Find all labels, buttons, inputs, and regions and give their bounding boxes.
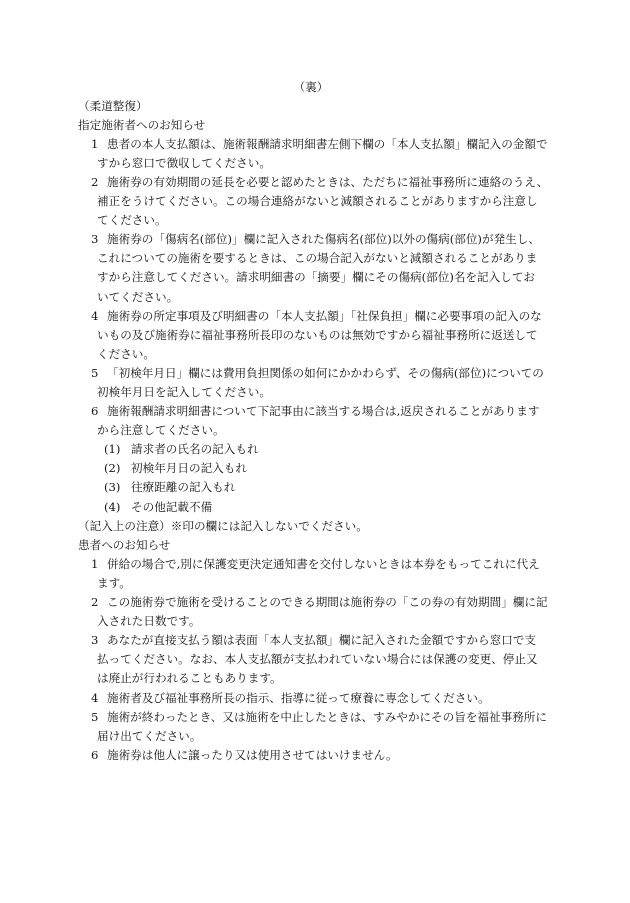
item-text-line: これについての施術を要するときは、この場合記入がないと減額されることがありま (97, 251, 538, 266)
practitioner-item-4 (0, 307, 630, 326)
item-number: 3 (91, 232, 99, 247)
item-number: 4 (91, 690, 99, 705)
item-number: 6 (91, 404, 99, 419)
item-text-line: すから窓口で徴収してください。 (97, 155, 271, 170)
patient-item-5 (0, 708, 630, 727)
entry-note: （記入上の注意）※印の欄には記入しないでください。 (78, 518, 368, 533)
sub-item-1 (0, 440, 630, 459)
item-number: 3 (91, 633, 99, 648)
practitioner-item-5 (0, 364, 630, 383)
item-text-line: いてください。 (97, 289, 179, 304)
item-text-line: すから注意してください。請求明細書の「摘要」欄にその傷病(部位)名を記入してお (97, 270, 536, 285)
patient-item-1 (0, 555, 630, 574)
sub-item-2 (0, 459, 630, 478)
item-number: 5 (91, 709, 99, 724)
item-text-line: 施術が終わったとき、又は施術を中止したときは、すみやかにその旨を福祉事務所に (107, 709, 547, 724)
sub-item-number: (2) (104, 461, 121, 476)
item-number: 4 (91, 308, 99, 323)
item-text-line: 患者の本人支払額は、施術報酬請求明細書左側下欄の「本人支払額」欄記入の金額で (107, 136, 548, 151)
sub-item-4 (0, 498, 630, 517)
patient-item-4 (0, 689, 630, 708)
practitioner-notice-heading: 指定施術者へのお知らせ (78, 117, 206, 132)
patient-item-3 (0, 631, 630, 650)
side-label: （裏） (293, 79, 329, 94)
item-text-line: 払ってください。なお、本人支払額が支払われていない場合には保護の変更、停止又 (97, 652, 538, 667)
item-text-line: 併給の場合で,別に保護変更決定通知書を交付しないときは本券をもってこれに代え (107, 556, 540, 571)
sub-item-text: 請求者の氏名の記入もれ (131, 442, 259, 457)
item-text-line: この施術券で施術を受けることのできる期間は施術券の「この券の有効期間」欄に記 (107, 595, 548, 610)
item-text-line: 施術者及び福祉事務所長の指示、指導に従って療養に専念してください。 (107, 690, 490, 705)
item-number: 6 (91, 747, 99, 762)
item-text-line: は廃止が行われることもあります。 (97, 671, 282, 686)
item-text-line: ます。 (97, 575, 131, 590)
item-text-line: てください。 (97, 213, 167, 228)
practitioner-item-2 (0, 173, 630, 192)
sub-item-3 (0, 478, 630, 497)
item-text-line: 「初検年月日」欄には費用負担関係の如何にかかわらず、その傷病(部位)についての (107, 365, 544, 380)
item-text-line: 施術券の所定事項及び明細書の「本人支払額」「社保負担」欄に必要事項の記入のな (107, 308, 542, 323)
practitioner-item-3 (0, 230, 630, 249)
item-text-line: 届け出てください。 (97, 728, 202, 743)
item-number: 1 (91, 136, 99, 151)
item-text-line: 補正をうけてください。この場合連絡がないと減額されることがありますから注意し (97, 194, 538, 209)
sub-item-number: (1) (104, 442, 121, 457)
item-number: 2 (91, 595, 99, 610)
item-text-line: 初検年月日を記入してください。 (97, 385, 271, 399)
practitioner-item-1 (0, 135, 630, 154)
patient-notice-heading: 患者へのお知らせ (78, 537, 171, 552)
sub-item-text: その他記載不備 (131, 499, 213, 514)
sub-item-number: (3) (104, 480, 121, 495)
item-text-line: ください。 (97, 346, 155, 361)
item-text-line: 施術券の「傷病名(部位)」欄に記入された傷病名(部位)以外の傷病(部位)が発生し、 (107, 232, 540, 247)
item-text-line: いもの及び施術券に福祉事務所長印のないものは無効ですから福祉事務所に返送して (97, 327, 538, 342)
item-number: 1 (91, 556, 99, 571)
item-number: 2 (91, 174, 99, 189)
item-text-line: 施術券は他人に譲ったり又は使用させてはいけません。 (107, 747, 398, 762)
item-number: 5 (91, 365, 99, 380)
patient-item-6 (0, 746, 630, 765)
sub-item-number: (4) (104, 499, 121, 514)
sub-item-text: 往療距離の記入もれ (131, 480, 236, 495)
category-label: （柔道整復） (78, 98, 148, 113)
item-text-line: 施術報酬請求明細書について下記事由に該当する場合は,返戻されることがあります (107, 404, 540, 419)
practitioner-item-6 (0, 402, 630, 421)
patient-item-2 (0, 593, 630, 612)
document-body (0, 78, 630, 765)
sub-item-text: 初検年月日の記入もれ (131, 461, 247, 476)
item-text-line: から注意してください。 (97, 423, 225, 438)
item-text-line: あなたが直接支払う額は表面「本人支払額」欄に記入された金額ですから窓口で支 (107, 633, 536, 648)
item-text-line: 入された日数です。 (97, 614, 201, 629)
item-text-line: 施術券の有効期間の延長を必要と認めたときは、ただちに福祉事務所に連絡のうえ、 (107, 174, 549, 189)
